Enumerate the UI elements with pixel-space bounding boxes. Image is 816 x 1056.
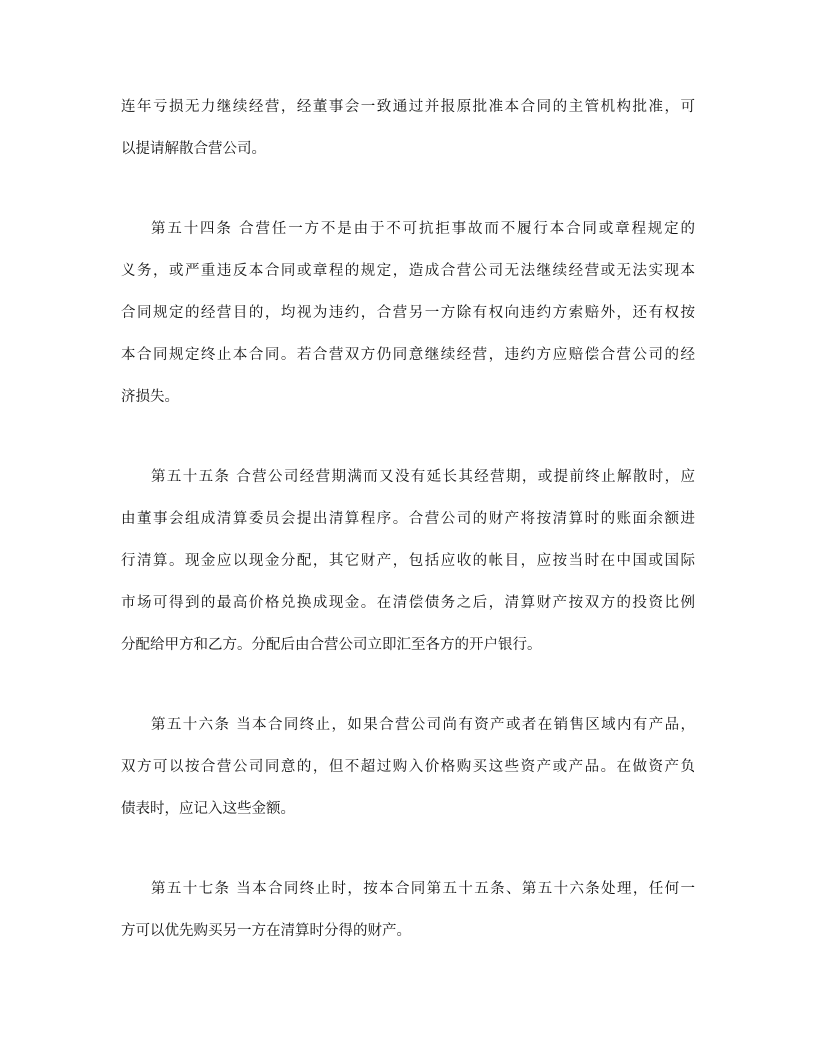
- article-55-line-3: 行清算。现金应以现金分配，其它财产，包括应收的帐目，应按当时在中国或国际: [121, 553, 695, 569]
- article-56-line-3: 债表时，应记入这些金额。: [121, 801, 295, 817]
- article-55-line-2: 由董事会组成清算委员会提出清算程序。合营公司的财产将按清算时的账面余额进: [121, 511, 695, 527]
- paragraph-1-line-1: 连年亏损无力继续经营，经董事会一致通过并报原批准本合同的主管机构批准，可: [121, 99, 695, 115]
- paragraph-1-line-2: 以提请解散合营公司。: [121, 141, 266, 157]
- article-54-line-1: 第五十四条 合营任一方不是由于不可抗拒事故而不履行本合同或章程规定的: [151, 221, 695, 237]
- article-56-line-2: 双方可以按合营公司同意的，但不超过购入价格购买这些资产或产品。在做资产负: [121, 759, 695, 775]
- article-55-line-4: 市场可得到的最高价格兑换成现金。在清偿债务之后，清算财产按双方的投资比例: [121, 595, 695, 611]
- article-55-line-5: 分配给甲方和乙方。分配后由合营公司立即汇至各方的开户银行。: [121, 637, 542, 653]
- article-57-line-2: 方可以优先购买另一方在清算时分得的财产。: [121, 923, 411, 939]
- article-54-line-5: 济损失。: [121, 389, 179, 405]
- article-54-line-2: 义务，或严重违反本合同或章程的规定，造成合营公司无法继续经营或无法实现本: [121, 263, 695, 279]
- article-54-line-4: 本合同规定终止本合同。若合营双方仍同意继续经营，违约方应赔偿合营公司的经: [121, 347, 695, 363]
- article-57-line-1: 第五十七条 当本合同终止时，按本合同第五十五条、第五十六条处理，任何一: [151, 881, 695, 897]
- article-55-line-1: 第五十五条 合营公司经营期满而又没有延长其经营期，或提前终止解散时，应: [151, 469, 695, 485]
- article-54-line-3: 合同规定的经营目的，均视为违约，合营另一方除有权向违约方索赔外，还有权按: [121, 305, 695, 321]
- article-56-line-1: 第五十六条 当本合同终止，如果合营公司尚有资产或者在销售区域内有产品，: [151, 717, 695, 733]
